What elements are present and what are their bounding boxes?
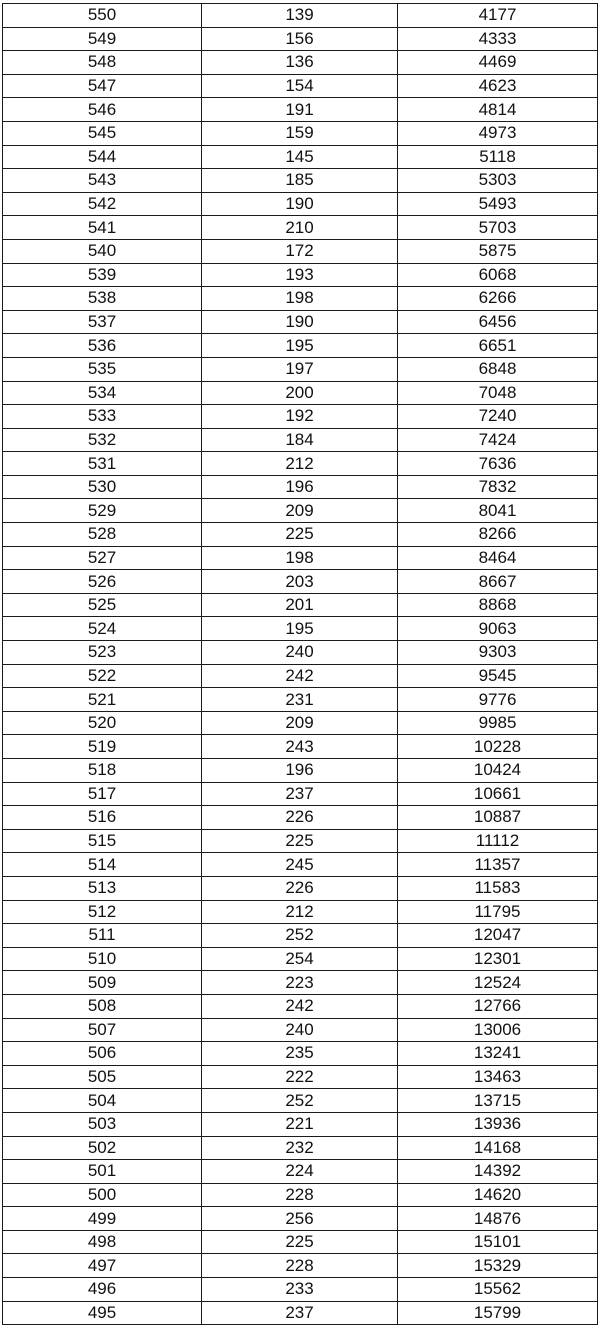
score-cell: 501 <box>3 1160 202 1184</box>
count-cell: 190 <box>202 310 398 334</box>
count-cell: 252 <box>202 924 398 948</box>
cumulative-cell: 9985 <box>398 711 598 735</box>
cumulative-cell: 10228 <box>398 735 598 759</box>
count-cell: 225 <box>202 523 398 547</box>
table-row <box>3 1183 598 1207</box>
cumulative-cell: 11795 <box>398 900 598 924</box>
cumulative-cell: 14876 <box>398 1207 598 1231</box>
score-cell: 549 <box>3 27 202 51</box>
table-row <box>3 711 598 735</box>
score-cell: 526 <box>3 570 202 594</box>
count-cell: 235 <box>202 1042 398 1066</box>
cumulative-cell: 5493 <box>398 192 598 216</box>
cumulative-cell: 15799 <box>398 1301 598 1325</box>
cumulative-cell: 6068 <box>398 263 598 287</box>
cumulative-cell: 12524 <box>398 971 598 995</box>
count-cell: 195 <box>202 617 398 641</box>
count-cell: 203 <box>202 570 398 594</box>
table-row <box>3 428 598 452</box>
count-cell: 198 <box>202 287 398 311</box>
count-cell: 240 <box>202 641 398 665</box>
score-cell: 537 <box>3 310 202 334</box>
table-row <box>3 1254 598 1278</box>
count-cell: 196 <box>202 475 398 499</box>
cumulative-cell: 9303 <box>398 641 598 665</box>
table-row <box>3 947 598 971</box>
table-row <box>3 334 598 358</box>
score-cell: 533 <box>3 405 202 429</box>
table-row <box>3 806 598 830</box>
table-row <box>3 216 598 240</box>
score-cell: 543 <box>3 169 202 193</box>
table-row <box>3 617 598 641</box>
score-cell: 536 <box>3 334 202 358</box>
count-cell: 195 <box>202 334 398 358</box>
table-row <box>3 287 598 311</box>
score-cell: 507 <box>3 1018 202 1042</box>
count-cell: 139 <box>202 4 398 28</box>
cumulative-cell: 8667 <box>398 570 598 594</box>
count-cell: 172 <box>202 239 398 263</box>
cumulative-cell: 7832 <box>398 475 598 499</box>
cumulative-cell: 8868 <box>398 593 598 617</box>
score-cell: 520 <box>3 711 202 735</box>
count-cell: 224 <box>202 1160 398 1184</box>
table-row <box>3 51 598 75</box>
score-cell: 527 <box>3 546 202 570</box>
count-cell: 237 <box>202 1301 398 1325</box>
count-cell: 154 <box>202 74 398 98</box>
cumulative-cell: 6266 <box>398 287 598 311</box>
count-cell: 242 <box>202 994 398 1018</box>
cumulative-cell: 5118 <box>398 145 598 169</box>
table-row <box>3 971 598 995</box>
cumulative-cell: 8041 <box>398 499 598 523</box>
cumulative-cell: 8464 <box>398 546 598 570</box>
count-cell: 196 <box>202 759 398 783</box>
score-cell: 535 <box>3 357 202 381</box>
table-row <box>3 876 598 900</box>
cumulative-cell: 4177 <box>398 4 598 28</box>
score-cell: 544 <box>3 145 202 169</box>
table-row <box>3 27 598 51</box>
table-row <box>3 121 598 145</box>
score-cell: 516 <box>3 806 202 830</box>
score-cell: 532 <box>3 428 202 452</box>
score-cell: 504 <box>3 1089 202 1113</box>
cumulative-cell: 11583 <box>398 876 598 900</box>
table-row <box>3 405 598 429</box>
cumulative-cell: 9063 <box>398 617 598 641</box>
cumulative-cell: 5875 <box>398 239 598 263</box>
cumulative-cell: 7048 <box>398 381 598 405</box>
table-row <box>3 994 598 1018</box>
count-cell: 156 <box>202 27 398 51</box>
cumulative-cell: 10887 <box>398 806 598 830</box>
table-row <box>3 74 598 98</box>
table-row <box>3 759 598 783</box>
table-row <box>3 1301 598 1325</box>
count-cell: 232 <box>202 1136 398 1160</box>
score-table <box>2 3 598 1325</box>
score-cell: 510 <box>3 947 202 971</box>
count-cell: 226 <box>202 806 398 830</box>
score-cell: 503 <box>3 1112 202 1136</box>
table-row <box>3 169 598 193</box>
table-row <box>3 829 598 853</box>
score-cell: 499 <box>3 1207 202 1231</box>
score-cell: 550 <box>3 4 202 28</box>
count-cell: 225 <box>202 829 398 853</box>
cumulative-cell: 7636 <box>398 452 598 476</box>
count-cell: 136 <box>202 51 398 75</box>
count-cell: 225 <box>202 1230 398 1254</box>
score-cell: 500 <box>3 1183 202 1207</box>
score-cell: 525 <box>3 593 202 617</box>
cumulative-cell: 15562 <box>398 1278 598 1302</box>
cumulative-cell: 11357 <box>398 853 598 877</box>
cumulative-cell: 4333 <box>398 27 598 51</box>
count-cell: 223 <box>202 971 398 995</box>
count-cell: 237 <box>202 782 398 806</box>
table-row <box>3 1160 598 1184</box>
cumulative-cell: 5303 <box>398 169 598 193</box>
cumulative-cell: 5703 <box>398 216 598 240</box>
cumulative-cell: 12301 <box>398 947 598 971</box>
cumulative-cell: 9776 <box>398 688 598 712</box>
score-cell: 545 <box>3 121 202 145</box>
score-cell: 497 <box>3 1254 202 1278</box>
score-cell: 529 <box>3 499 202 523</box>
count-cell: 222 <box>202 1065 398 1089</box>
score-table-body <box>3 4 598 1325</box>
score-cell: 542 <box>3 192 202 216</box>
table-row <box>3 145 598 169</box>
table-row <box>3 1042 598 1066</box>
table-row <box>3 688 598 712</box>
table-row <box>3 735 598 759</box>
count-cell: 226 <box>202 876 398 900</box>
table-row <box>3 782 598 806</box>
count-cell: 256 <box>202 1207 398 1231</box>
count-cell: 198 <box>202 546 398 570</box>
cumulative-cell: 6848 <box>398 357 598 381</box>
cumulative-cell: 13006 <box>398 1018 598 1042</box>
count-cell: 209 <box>202 711 398 735</box>
table-row <box>3 475 598 499</box>
table-row <box>3 570 598 594</box>
cumulative-cell: 4623 <box>398 74 598 98</box>
count-cell: 191 <box>202 98 398 122</box>
count-cell: 254 <box>202 947 398 971</box>
score-cell: 506 <box>3 1042 202 1066</box>
cumulative-cell: 4814 <box>398 98 598 122</box>
count-cell: 200 <box>202 381 398 405</box>
score-cell: 531 <box>3 452 202 476</box>
count-cell: 240 <box>202 1018 398 1042</box>
score-cell: 496 <box>3 1278 202 1302</box>
table-row <box>3 192 598 216</box>
count-cell: 209 <box>202 499 398 523</box>
table-row <box>3 1112 598 1136</box>
cumulative-cell: 13241 <box>398 1042 598 1066</box>
count-cell: 233 <box>202 1278 398 1302</box>
cumulative-cell: 9545 <box>398 664 598 688</box>
table-row <box>3 1136 598 1160</box>
score-cell: 546 <box>3 98 202 122</box>
table-row <box>3 593 598 617</box>
count-cell: 221 <box>202 1112 398 1136</box>
count-cell: 190 <box>202 192 398 216</box>
cumulative-cell: 4973 <box>398 121 598 145</box>
table-row <box>3 452 598 476</box>
table-row <box>3 98 598 122</box>
table-row <box>3 664 598 688</box>
table-row <box>3 1089 598 1113</box>
table-row <box>3 357 598 381</box>
score-cell: 541 <box>3 216 202 240</box>
count-cell: 193 <box>202 263 398 287</box>
table-row <box>3 924 598 948</box>
score-cell: 548 <box>3 51 202 75</box>
table-row <box>3 641 598 665</box>
count-cell: 159 <box>202 121 398 145</box>
cumulative-cell: 8266 <box>398 523 598 547</box>
score-cell: 534 <box>3 381 202 405</box>
table-row <box>3 546 598 570</box>
score-cell: 519 <box>3 735 202 759</box>
score-cell: 530 <box>3 475 202 499</box>
count-cell: 212 <box>202 452 398 476</box>
table-row <box>3 4 598 28</box>
count-cell: 210 <box>202 216 398 240</box>
cumulative-cell: 10661 <box>398 782 598 806</box>
table-row <box>3 239 598 263</box>
cumulative-cell: 13936 <box>398 1112 598 1136</box>
score-cell: 505 <box>3 1065 202 1089</box>
score-cell: 495 <box>3 1301 202 1325</box>
table-row <box>3 499 598 523</box>
count-cell: 145 <box>202 145 398 169</box>
score-cell: 502 <box>3 1136 202 1160</box>
count-cell: 184 <box>202 428 398 452</box>
score-cell: 517 <box>3 782 202 806</box>
count-cell: 228 <box>202 1183 398 1207</box>
table-row <box>3 381 598 405</box>
table-row <box>3 263 598 287</box>
cumulative-cell: 14168 <box>398 1136 598 1160</box>
table-row <box>3 1230 598 1254</box>
cumulative-cell: 11112 <box>398 829 598 853</box>
score-cell: 540 <box>3 239 202 263</box>
count-cell: 197 <box>202 357 398 381</box>
count-cell: 228 <box>202 1254 398 1278</box>
cumulative-cell: 12047 <box>398 924 598 948</box>
count-cell: 212 <box>202 900 398 924</box>
count-cell: 201 <box>202 593 398 617</box>
cumulative-cell: 4469 <box>398 51 598 75</box>
cumulative-cell: 13715 <box>398 1089 598 1113</box>
score-cell: 539 <box>3 263 202 287</box>
table-row <box>3 1065 598 1089</box>
score-cell: 509 <box>3 971 202 995</box>
cumulative-cell: 14620 <box>398 1183 598 1207</box>
score-cell: 508 <box>3 994 202 1018</box>
score-cell: 523 <box>3 641 202 665</box>
cumulative-cell: 15329 <box>398 1254 598 1278</box>
score-cell: 511 <box>3 924 202 948</box>
score-cell: 528 <box>3 523 202 547</box>
cumulative-cell: 15101 <box>398 1230 598 1254</box>
score-cell: 512 <box>3 900 202 924</box>
count-cell: 185 <box>202 169 398 193</box>
cumulative-cell: 10424 <box>398 759 598 783</box>
score-cell: 547 <box>3 74 202 98</box>
count-cell: 192 <box>202 405 398 429</box>
count-cell: 243 <box>202 735 398 759</box>
table-row <box>3 900 598 924</box>
score-cell: 538 <box>3 287 202 311</box>
table-row <box>3 1018 598 1042</box>
table-row <box>3 1207 598 1231</box>
score-cell: 498 <box>3 1230 202 1254</box>
score-cell: 513 <box>3 876 202 900</box>
cumulative-cell: 6651 <box>398 334 598 358</box>
cumulative-cell: 13463 <box>398 1065 598 1089</box>
score-cell: 521 <box>3 688 202 712</box>
count-cell: 252 <box>202 1089 398 1113</box>
score-cell: 522 <box>3 664 202 688</box>
score-cell: 515 <box>3 829 202 853</box>
score-cell: 524 <box>3 617 202 641</box>
count-cell: 245 <box>202 853 398 877</box>
table-row <box>3 1278 598 1302</box>
score-cell: 514 <box>3 853 202 877</box>
cumulative-cell: 7240 <box>398 405 598 429</box>
table-row <box>3 310 598 334</box>
count-cell: 231 <box>202 688 398 712</box>
count-cell: 242 <box>202 664 398 688</box>
table-row <box>3 853 598 877</box>
table-row <box>3 523 598 547</box>
cumulative-cell: 12766 <box>398 994 598 1018</box>
score-cell: 518 <box>3 759 202 783</box>
cumulative-cell: 7424 <box>398 428 598 452</box>
cumulative-cell: 14392 <box>398 1160 598 1184</box>
cumulative-cell: 6456 <box>398 310 598 334</box>
